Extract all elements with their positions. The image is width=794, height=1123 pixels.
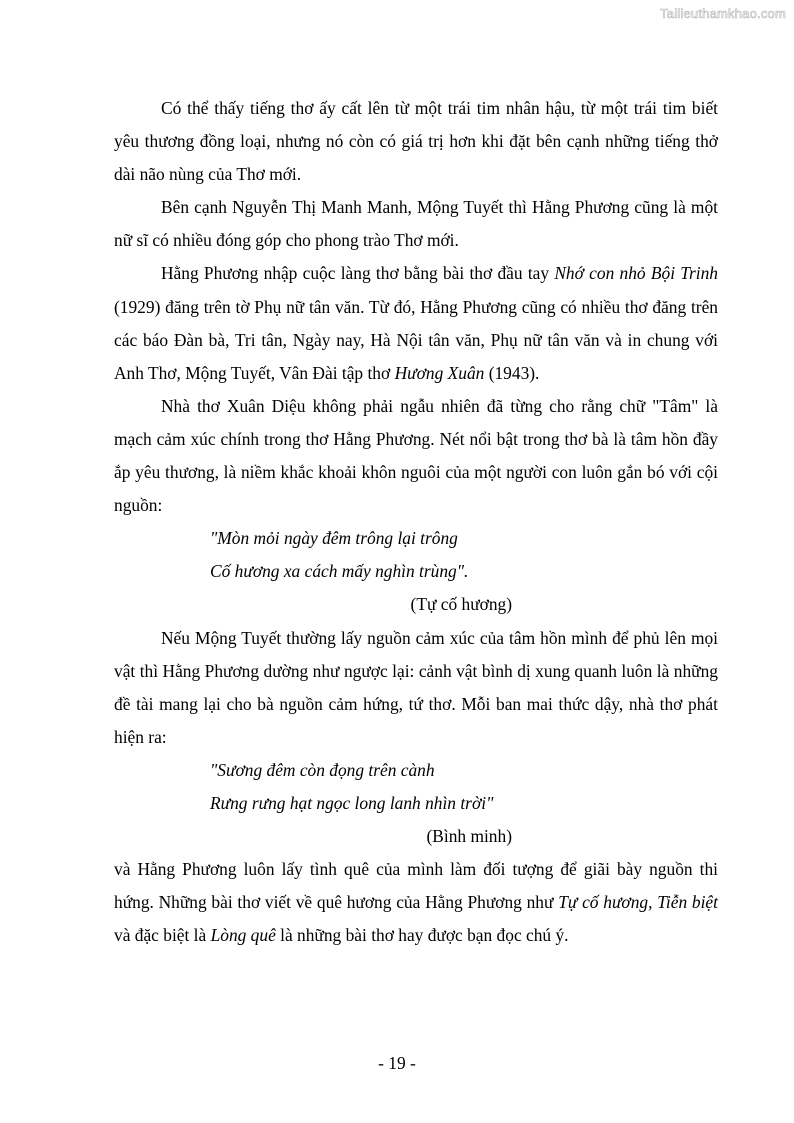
verse-2-source: (Bình minh) bbox=[426, 826, 512, 847]
collection-title-huong-xuan: Hương Xuân bbox=[394, 362, 485, 383]
paragraph-6-text-b: và đặc biệt là bbox=[114, 925, 211, 946]
paragraph-4: Nhà thơ Xuân Diệu không phải ngẫu nhiên đã từng cho rằng chữ "Tâm" là mạch cảm xúc chính trong thơ Hằng Phương. Nét nổi bật trong thơ bà là tâm hồn đầy ắp yêu thương, là niềm khắc khoải khôn nguôi của một người con luôn gắn bó với cội nguồn: bbox=[114, 395, 718, 516]
verse-1-line-2: Cố hương xa cách mấy nghìn trùng". bbox=[210, 561, 469, 582]
paragraph-2: Bên cạnh Nguyễn Thị Manh Manh, Mộng Tuyết thì Hằng Phương cũng là một nữ sĩ có nhiều đóng góp cho phong trào Thơ mới. bbox=[114, 197, 718, 251]
verse-2-line-1: "Sương đêm còn đọng trên cành bbox=[210, 759, 435, 780]
poem-title-long-que: Lòng quê bbox=[210, 925, 276, 946]
verse-block-1 bbox=[114, 522, 718, 588]
paragraph-6-text-c: là những bài thơ hay được bạn đọc chú ý. bbox=[275, 925, 569, 946]
document-body bbox=[114, 92, 718, 952]
paragraph-3 bbox=[114, 257, 718, 389]
verse-1-source: (Tự cố hương) bbox=[410, 594, 512, 615]
paragraph-3-text-a: Hằng Phương nhập cuộc làng thơ bằng bài thơ đầu tay bbox=[161, 263, 555, 284]
paragraph-6-text-a: và Hằng Phương luôn lấy tình quê của mình làm đối tượng để giãi bày nguồn thi hứng. Những bài thơ viết về quê hương của Hằng Phương như bbox=[114, 859, 718, 913]
paragraph-5: Nếu Mộng Tuyết thường lấy nguồn cảm xúc của tâm hồn mình để phủ lên mọi vật thì Hằng Phương dường như ngược lại: cảnh vật bình dị xung quanh luôn là những đề tài mang lại cho bà nguồn cảm hứng, tứ thơ. Mỗi ban mai thức dậy, nhà thơ phát hiện ra: bbox=[114, 627, 718, 747]
poem-titles-tu-co-huong-tien-biet: Tự cố hương, Tiễn biệt bbox=[558, 892, 718, 913]
paragraph-1: Có thể thấy tiếng thơ ấy cất lên từ một trái tim nhân hậu, từ một trái tim biết yêu thương đồng loại, nhưng nó còn có giá trị hơn khi đặt bên cạnh những tiếng thở dài não nùng của Thơ mới. bbox=[114, 98, 718, 185]
page-number: - 19 - bbox=[378, 1053, 416, 1073]
paragraph-3-text-c: (1943). bbox=[484, 362, 540, 383]
verse-2-line-2: Rưng rưng hạt ngọc long lanh nhìn trời" bbox=[210, 792, 494, 813]
paragraph-6 bbox=[114, 853, 718, 952]
paragraph-3-text-b: (1929) đăng trên tờ Phụ nữ tân văn. Từ đó, Hằng Phương cũng có nhiều thơ đăng trên các báo Đàn bà, Tri tân, Ngày nay, Hà Nội tân văn, Phụ nữ tân văn và in chung với Anh Thơ, Mộng Tuyết, Vân Đài tập thơ bbox=[114, 296, 718, 383]
watermark: Tailieuthamkhao.com bbox=[660, 6, 786, 21]
verse-block-2 bbox=[114, 754, 718, 820]
verse-1-line-1: "Mòn mỏi ngày đêm trông lại trông bbox=[210, 528, 458, 549]
poem-title-nho-con: Nhớ con nhỏ Bội Trinh bbox=[554, 263, 718, 284]
